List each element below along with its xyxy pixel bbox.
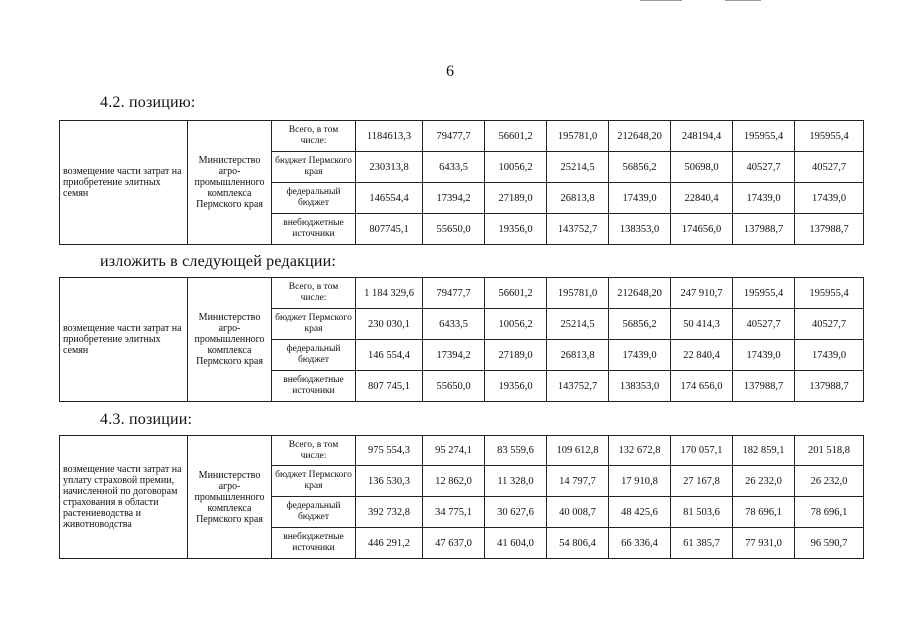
funding-source: бюджет Пермского края [272, 152, 356, 183]
amount-cell: 17394,2 [423, 183, 485, 214]
amount-cell: 40 008,7 [547, 497, 609, 528]
amount-cell: 26813,8 [547, 340, 609, 371]
amount-cell: 25214,5 [547, 152, 609, 183]
amount-cell: 56601,2 [485, 278, 547, 309]
amount-cell: 56856,2 [609, 309, 671, 340]
amount-cell: 96 590,7 [795, 528, 864, 559]
funding-source: бюджет Пермского края [272, 309, 356, 340]
amount-cell: 17439,0 [795, 340, 864, 371]
section-heading: 4.2. позицию: [100, 94, 196, 111]
amount-cell: 248194,4 [671, 121, 733, 152]
amount-cell: 195955,4 [795, 121, 864, 152]
amount-cell: 138353,0 [609, 214, 671, 245]
amount-cell: 143752,7 [547, 371, 609, 402]
amount-cell: 230 030,1 [356, 309, 423, 340]
amount-cell: 40527,7 [795, 309, 864, 340]
measure-description: возмещение части затрат на уплату страховой премии, начисленной по договорам страхования в области растениеводства и животноводства [60, 436, 188, 559]
funding-table [59, 435, 864, 559]
amount-cell: 27189,0 [485, 340, 547, 371]
amount-cell: 10056,2 [485, 309, 547, 340]
measure-description: возмещение части затрат на приобретение элитных семян [60, 278, 188, 402]
amount-cell: 56601,2 [485, 121, 547, 152]
funding-source: Всего, в том числе: [272, 121, 356, 152]
amount-cell: 12 862,0 [423, 466, 485, 497]
amount-cell: 19356,0 [485, 371, 547, 402]
amount-cell: 22840,4 [671, 183, 733, 214]
amount-cell: 56856,2 [609, 152, 671, 183]
amount-cell: 26813,8 [547, 183, 609, 214]
amount-cell: 17394,2 [423, 340, 485, 371]
amount-cell: 30 627,6 [485, 497, 547, 528]
funding-source: Всего, в том числе: [272, 436, 356, 466]
funding-source: федеральный бюджет [272, 340, 356, 371]
amount-cell: 195781,0 [547, 278, 609, 309]
amount-cell: 1184613,3 [356, 121, 423, 152]
amount-cell: 174 656,0 [671, 371, 733, 402]
amount-cell: 77 931,0 [733, 528, 795, 559]
amount-cell: 54 806,4 [547, 528, 609, 559]
funding-source: внебюджетные источники [272, 528, 356, 559]
table-row [60, 436, 864, 466]
section-heading: 4.3. позиции: [100, 411, 193, 428]
amount-cell: 109 612,8 [547, 436, 609, 466]
amount-cell: 195955,4 [795, 278, 864, 309]
amount-cell: 78 696,1 [733, 497, 795, 528]
amount-cell: 95 274,1 [423, 436, 485, 466]
amount-cell: 81 503,6 [671, 497, 733, 528]
amount-cell: 17439,0 [733, 183, 795, 214]
amount-cell: 17439,0 [609, 183, 671, 214]
amount-cell: 40527,7 [795, 152, 864, 183]
amount-cell: 807745,1 [356, 214, 423, 245]
amount-cell: 47 637,0 [423, 528, 485, 559]
amount-cell: 55650,0 [423, 214, 485, 245]
amount-cell: 26 232,0 [795, 466, 864, 497]
amount-cell: 6433,5 [423, 152, 485, 183]
amount-cell: 392 732,8 [356, 497, 423, 528]
amount-cell: 195955,4 [733, 278, 795, 309]
amount-cell: 27189,0 [485, 183, 547, 214]
amount-cell: 146554,4 [356, 183, 423, 214]
amount-cell: 212648,20 [609, 278, 671, 309]
amount-cell: 17439,0 [795, 183, 864, 214]
amount-cell: 138353,0 [609, 371, 671, 402]
amount-cell: 17 910,8 [609, 466, 671, 497]
amount-cell: 143752,7 [547, 214, 609, 245]
amount-cell: 137988,7 [795, 214, 864, 245]
table-row [60, 278, 864, 309]
measure-description: возмещение части затрат на приобретение элитных семян [60, 121, 188, 245]
amount-cell: 146 554,4 [356, 340, 423, 371]
responsible-ministry: Министерство агро-промышленного комплекса Пермского края [188, 436, 272, 559]
amount-cell: 50698,0 [671, 152, 733, 183]
amount-cell: 34 775,1 [423, 497, 485, 528]
amount-cell: 195781,0 [547, 121, 609, 152]
amount-cell: 26 232,0 [733, 466, 795, 497]
amount-cell: 19356,0 [485, 214, 547, 245]
funding-table [59, 120, 864, 245]
page-top-edge-mark [725, 0, 761, 1]
amount-cell: 79477,7 [423, 278, 485, 309]
page-top-edge-mark [640, 0, 682, 1]
amount-cell: 247 910,7 [671, 278, 733, 309]
amount-cell: 48 425,6 [609, 497, 671, 528]
amount-cell: 41 604,0 [485, 528, 547, 559]
funding-source: федеральный бюджет [272, 497, 356, 528]
amount-cell: 11 328,0 [485, 466, 547, 497]
amount-cell: 170 057,1 [671, 436, 733, 466]
page-number: 6 [446, 63, 454, 80]
amount-cell: 17439,0 [609, 340, 671, 371]
amount-cell: 230313,8 [356, 152, 423, 183]
funding-source: внебюджетные источники [272, 371, 356, 402]
amount-cell: 55650,0 [423, 371, 485, 402]
funding-source: федеральный бюджет [272, 183, 356, 214]
amount-cell: 79477,7 [423, 121, 485, 152]
responsible-ministry: Министерство агро-промышленного комплекса Пермского края [188, 278, 272, 402]
table-row [60, 121, 864, 152]
amount-cell: 212648,20 [609, 121, 671, 152]
amount-cell: 137988,7 [795, 371, 864, 402]
amount-cell: 201 518,8 [795, 436, 864, 466]
amount-cell: 132 672,8 [609, 436, 671, 466]
amount-cell: 50 414,3 [671, 309, 733, 340]
amount-cell: 975 554,3 [356, 436, 423, 466]
section-heading: изложить в следующей редакции: [100, 253, 337, 270]
funding-source: Всего, в том числе: [272, 278, 356, 309]
amount-cell: 66 336,4 [609, 528, 671, 559]
amount-cell: 182 859,1 [733, 436, 795, 466]
amount-cell: 40527,7 [733, 152, 795, 183]
funding-source: бюджет Пермского края [272, 466, 356, 497]
funding-source: внебюджетные источники [272, 214, 356, 245]
amount-cell: 25214,5 [547, 309, 609, 340]
amount-cell: 6433,5 [423, 309, 485, 340]
amount-cell: 137988,7 [733, 214, 795, 245]
amount-cell: 61 385,7 [671, 528, 733, 559]
funding-table [59, 277, 864, 402]
amount-cell: 78 696,1 [795, 497, 864, 528]
amount-cell: 807 745,1 [356, 371, 423, 402]
amount-cell: 27 167,8 [671, 466, 733, 497]
amount-cell: 22 840,4 [671, 340, 733, 371]
amount-cell: 14 797,7 [547, 466, 609, 497]
amount-cell: 40527,7 [733, 309, 795, 340]
amount-cell: 195955,4 [733, 121, 795, 152]
amount-cell: 446 291,2 [356, 528, 423, 559]
responsible-ministry: Министерство агро-промышленного комплекса Пермского края [188, 121, 272, 245]
amount-cell: 17439,0 [733, 340, 795, 371]
amount-cell: 174656,0 [671, 214, 733, 245]
amount-cell: 83 559,6 [485, 436, 547, 466]
amount-cell: 10056,2 [485, 152, 547, 183]
amount-cell: 136 530,3 [356, 466, 423, 497]
amount-cell: 137988,7 [733, 371, 795, 402]
amount-cell: 1 184 329,6 [356, 278, 423, 309]
